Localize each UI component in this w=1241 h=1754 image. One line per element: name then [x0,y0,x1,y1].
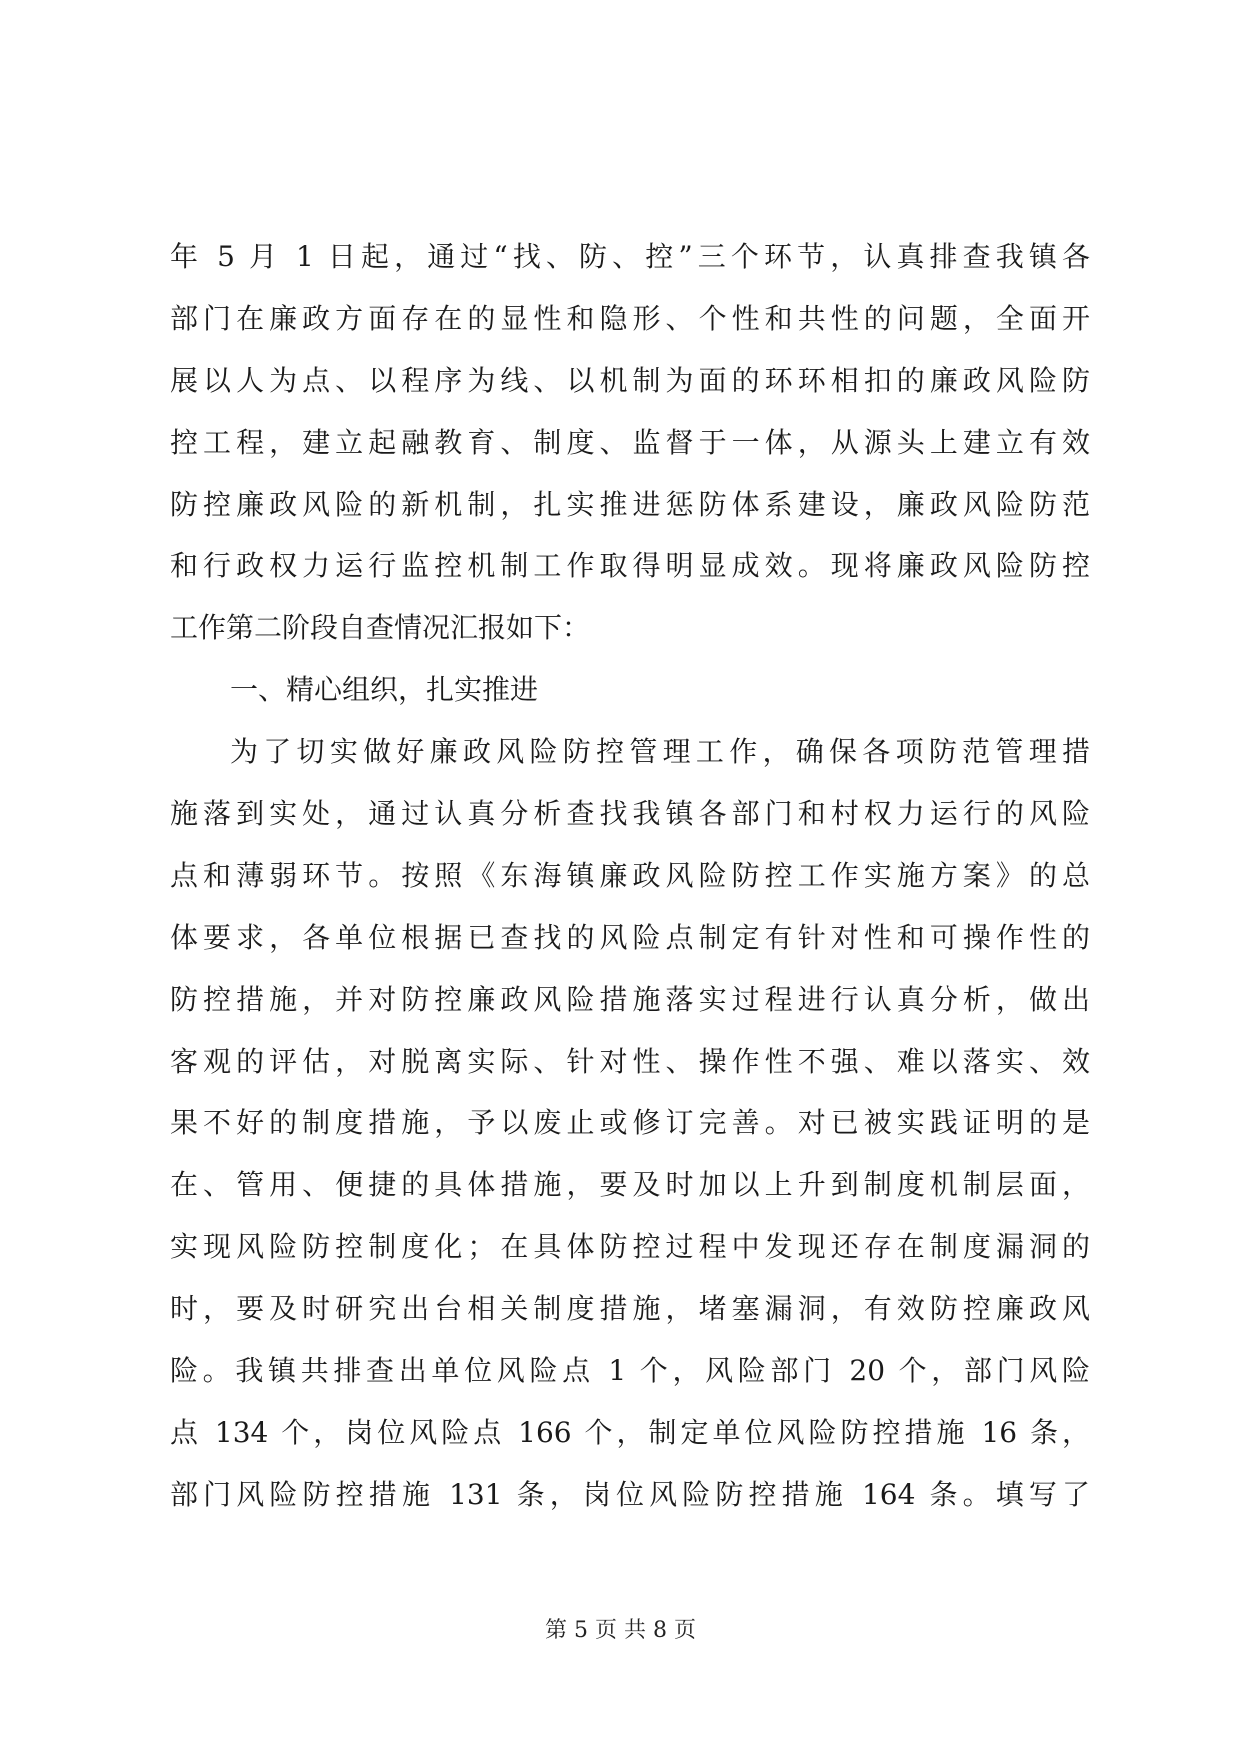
text-line: 果不好的制度措施，予以废止或修订完善。对已被实践证明的是 [170,1106,1090,1140]
text-line: 部门在廉政方面存在的显性和隐形、个性和共性的问题，全面开 [170,301,1090,335]
text-line: 实现风险防控制度化；在具体防控过程中发现还存在制度漏洞的 [170,1230,1090,1264]
paragraph-first-line: 为了切实做好廉政风险防控管理工作，确保各项防范管理措 [230,735,1090,769]
section-heading: 一、精心组织，扎实推进 [230,673,539,707]
text-line: 施落到实处，通过认真分析查找我镇各部门和村权力运行的风险 [170,797,1090,831]
document-body [170,226,1090,1526]
text-line: 点 134 个，岗位风险点 166 个，制定单位风险防控措施 16 条， [170,1415,1090,1449]
page-number-footer: 第 5 页 共 8 页 [545,1618,696,1643]
text-line: 险。我镇共排查出单位风险点 1 个，风险部门 20 个，部门风险 [170,1354,1090,1388]
text-line: 客观的评估，对脱离实际、针对性、操作性不强、难以落实、效 [170,1044,1090,1078]
text-line: 时，要及时研究出台相关制度措施，堵塞漏洞，有效防控廉政风 [170,1292,1090,1326]
text-line: 防控廉政风险的新机制，扎实推进惩防体系建设，廉政风险防范 [170,487,1090,521]
text-line: 工作第二阶段自查情况汇报如下： [170,611,591,645]
text-line: 在、管用、便捷的具体措施，要及时加以上升到制度机制层面， [170,1168,1090,1202]
text-line: 防控措施，并对防控廉政风险措施落实过程进行认真分析，做出 [170,982,1090,1016]
text-line: 部门风险防控措施 131 条，岗位风险防控措施 164 条。填写了 [170,1477,1090,1511]
text-line: 点和薄弱环节。按照《东海镇廉政风险防控工作实施方案》的总 [170,858,1090,892]
text-line: 年 5 月 1 日起，通过“找、防、控”三个环节，认真排查我镇各 [170,240,1090,273]
text-line: 体要求，各单位根据已查找的风险点制定有针对性和可操作性的 [170,920,1090,954]
text-line: 控工程，建立起融教育、制度、监督于一体，从源头上建立有效 [170,425,1090,459]
text-line: 展以人为点、以程序为线、以机制为面的环环相扣的廉政风险防 [170,363,1090,397]
text-line: 和行政权力运行监控机制工作取得明显成效。现将廉政风险防控 [170,549,1090,583]
